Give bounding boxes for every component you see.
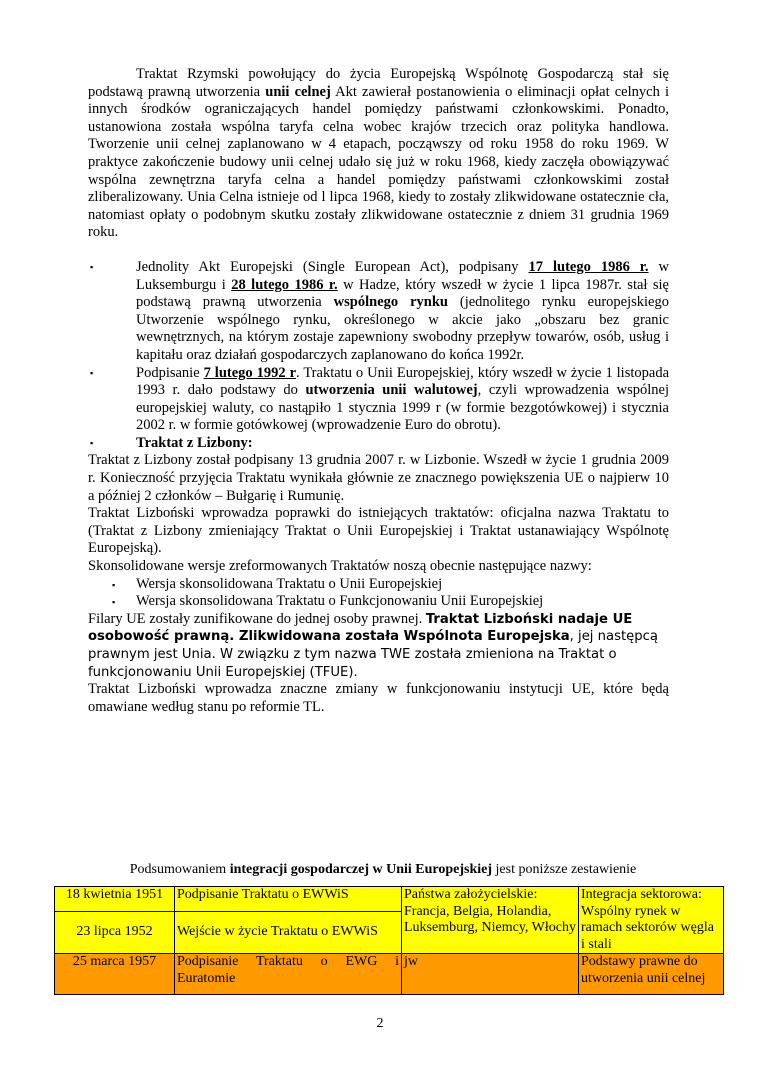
bullet-mark: ▪ xyxy=(112,579,116,590)
spacer xyxy=(88,242,669,259)
paragraph-institutions: Traktat Lizboński wprowadza znaczne zmiany w funkcjonowaniu instytucji UE, które będą omawiane według stanu po reformie TL. xyxy=(88,681,669,715)
table-row xyxy=(55,954,724,995)
bullet-lisbon-heading: ▪ Traktat z Lizbony: xyxy=(90,434,253,451)
paragraph-lisbon-signing: Traktat z Lizbony został podpisany 13 grudnia 2007 r. w Lizbonie. Wszedł w życie 1 grudnia 2009 r. Konieczność przyjęcia Traktatu wynikała głównie ze znacznego powiększenia UE o najpierw 10 a później 2 członków – Bułgarię i Rumunię. xyxy=(88,452,669,504)
table-cell-event: Podpisanie Traktatu o EWG i Euratomie xyxy=(175,954,402,995)
table-cell-note: Podstawy prawne do utworzenia unii celnej xyxy=(579,954,724,995)
table-cell-event: Podpisanie Traktatu o EWWiS xyxy=(175,887,402,912)
integration-summary-table xyxy=(54,886,724,995)
sub-bullet-teu: ▪ Wersja skonsolidowana Traktatu o Unii Europejskiej xyxy=(88,576,669,594)
paragraph-lisbon-amendments: Traktat Lizboński wprowadza poprawki do istniejących traktatów: oficjalna nazwa Traktatu to (Traktat z Lizbony zmieniający Traktat o Unii Europejskiej i Traktat ustanawiający Wspólnotę Europejską). xyxy=(88,505,669,557)
table-cell-states: Państwa założycielskie: Francja, Belgia, Holandia, Luksemburg, Niemcy, Włochy xyxy=(402,887,579,954)
table-row xyxy=(55,887,724,912)
bullet-mark: ▪ xyxy=(90,261,94,272)
bullet-mark: ▪ xyxy=(90,437,94,448)
document-body xyxy=(88,66,669,716)
table-cell-event: Wejście w życie Traktatu o EWWiS xyxy=(175,911,402,953)
bullet-mark: ▪ xyxy=(90,367,94,378)
table-cell-date: 18 kwietnia 1951 xyxy=(55,887,175,912)
page-number: 2 xyxy=(376,1016,384,1031)
bullet-maastricht: ▪ Podpisanie 7 lutego 1992 r. Traktatu o Unii Europejskiej, który wszedł w życie 1 listopada 1993 r. dało podstawy do utworzenia unii walutowej, czyli wprowadzenia wspólnej europejskiej waluty, co nastąpiło 1 stycznia 1999 r (w formie bezgotówkowej) i stycznia 2002 r. w formie gotówkowej (wprowadzenie Euro do obrotu). xyxy=(90,364,670,434)
bullet-mark: ▪ xyxy=(112,597,116,608)
paragraph-customs-union: Traktat Rzymski powołujący do życia Europejską Wspólnotę Gospodarczą stał się podstawą prawną utworzenia unii celnej Akt zawierał postanowienia o eliminacji opłat celnych i innych środków ograniczających handel pomiędzy państwami członkowskimi. Ponadto, ustanowiona została wspólna taryfa celna wobec krajów trzecich oraz polityka handlowa. Tworzenie unii celnej zaplanowano w 4 etapach, począwszy od roku 1958 do roku 1969. W praktyce zakończenie budowy unii celnej udało się już w roku 1968, kiedy zaczęła obowiązywać wspólna zewnętrzna taryfa celna a handel pomiędzy państwami członkowskimi został zliberalizowany. Unia Celna istnieje od l lipca 1968, kiedy to zostały zlikwidowane ostatecznie cła, natomiast opłaty o podobnym skutku zostały zlikwidowane ostatecznie z dniem 31 grudnia 1969 roku. xyxy=(88,66,669,241)
sub-bullet-tfeu: ▪ Wersja skonsolidowana Traktatu o Funkcjonowaniu Unii Europejskiej xyxy=(88,593,669,611)
paragraph-consolidated-versions: Skonsolidowane wersje zreformowanych Traktatów noszą obecnie następujące nazwy: xyxy=(88,558,592,575)
summary-caption: Podsumowaniem integracji gospodarczej w Unii Europejskiej jest poniższe zestawienie xyxy=(129,862,637,877)
table-cell-date: 23 lipca 1952 xyxy=(55,911,175,953)
paragraph-legal-personality: Filary UE zostały zunifikowane do jednej osoby prawnej. Traktat Lizboński nadaje UE osobowość prawną. Zlikwidowana została Wspólnota Europejska, jej następcą prawnym jest Unia. W związku z tym nazwa TWE została zmieniona na Traktat o funkcjonowaniu Unii Europejskiej (TFUE). xyxy=(88,610,658,680)
table-cell-states: jw xyxy=(402,954,579,995)
table-cell-date: 25 marca 1957 xyxy=(55,954,175,995)
table-cell-note: Integracja sektorowa: Wspólny rynek w ramach sektorów węgla i stali xyxy=(579,887,724,954)
bullet-single-european-act: ▪ Jednolity Akt Europejski (Single European Act), podpisany 17 lutego 1986 r. w Luksemburgu i 28 lutego 1986 r. w Hadze, który wszedł w życie 1 lipca 1987r. stał się podstawą prawną utworzenia wspólnego rynku (jednolitego rynku europejskiego Utworzenie wspólnego rynku, określonego w akcie jako „obszaru bez granic wewnętrznych, na którym zostaje zapewniony swobodny przepływ towarów, osób, usług i kapitału oraz działań gospodarczych zaplanowano do końca 1992r. xyxy=(90,258,669,363)
